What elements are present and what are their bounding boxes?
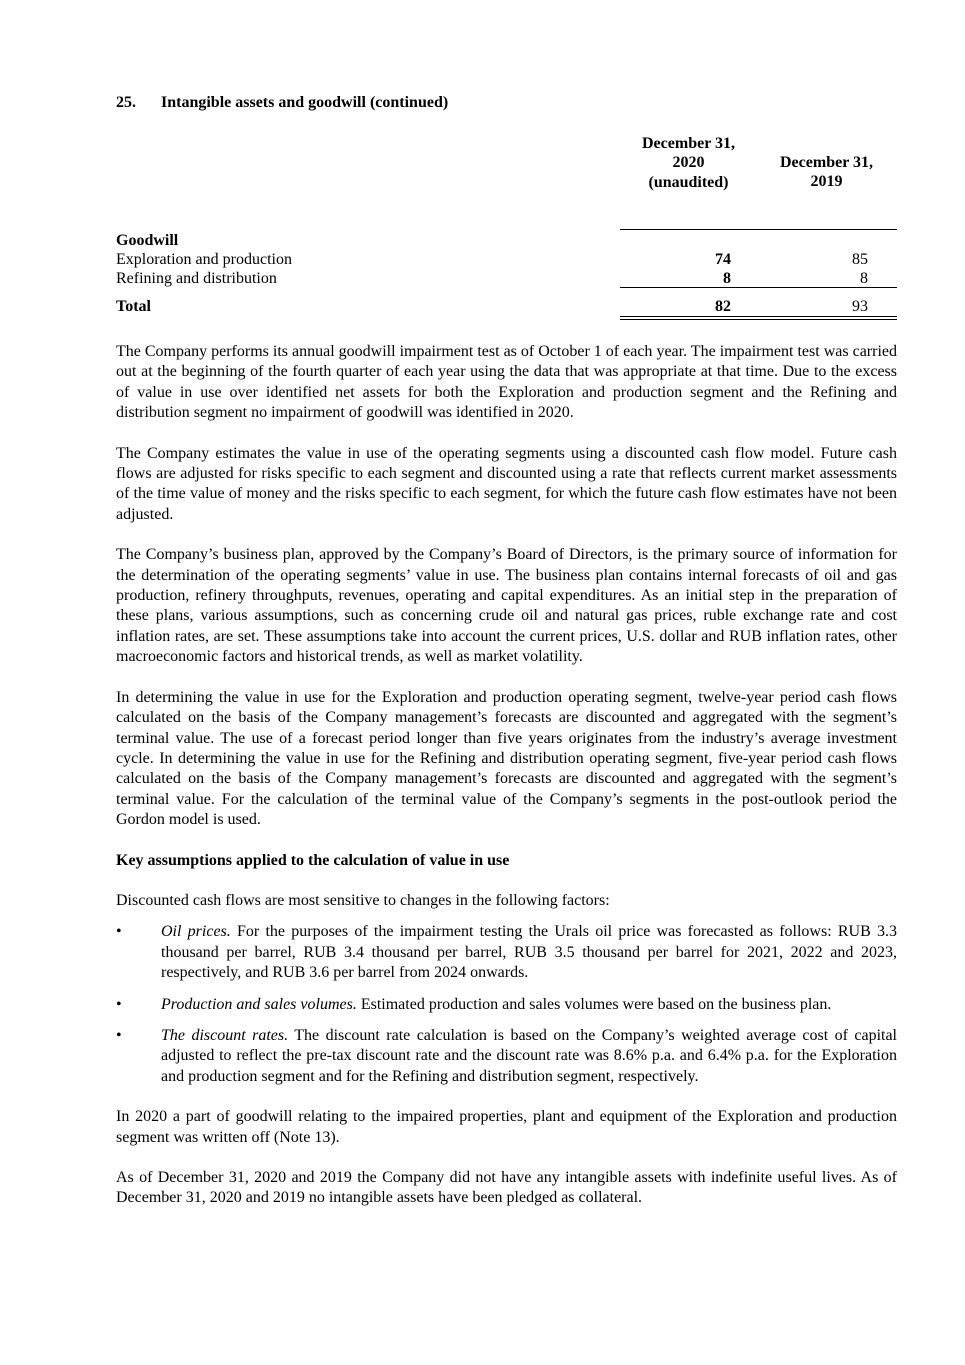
section-heading	[116, 93, 897, 113]
list-item-text: The discount rate calculation is based on the Company’s weighted average cost of capital adjusted to reflect the pre-tax discount rate and the discount rate was 8.6% p.a. and 6.4% p.a. for the Exploration and production segment and for the Refining and distribution segment, respectively.	[161, 1026, 898, 1085]
row-value-2019: 85	[852, 251, 868, 268]
row-value-2020: 8	[723, 270, 731, 287]
subtotal-rule	[620, 287, 897, 288]
paragraph-forecast-periods: In determining the value in use for the Exploration and production operating segment, twelve-year period cash flows calculated on the basis of the Company management’s forecasts are discounted and aggregated with the segment’s terminal value. The use of a forecast period longer than five years originates from the industry’s average investment cycle. In determining the value in use for the Refining and distribution operating segment, five-year period cash flows calculated on the basis of the Company management’s forecasts are discounted and aggregated with the segment’s terminal value. For the calculation of the terminal value of the Company’s segments in the post-outlook period the Gordon model is used.	[116, 688, 897, 829]
total-double-rule-top	[620, 316, 897, 317]
paragraph-goodwill-written-off: In 2020 a part of goodwill relating to the impaired properties, plant and equipment of the Exploration and production segment was written off (Note 13).	[116, 1108, 897, 1146]
paragraph-value-in-use: The Company estimates the value in use of the operating segments using a discounted cash flow model. Future cash flows are adjusted for risks specific to each segment and discounted using a rate that reflects current market assessments of the time value of money and the risks specific to each segment, for which the future cash flow estimates have not been adjusted.	[116, 444, 897, 523]
row-value-2020: 74	[715, 251, 731, 268]
row-label: Exploration and production	[116, 251, 292, 268]
row-label: Refining and distribution	[116, 270, 277, 287]
column-header-2019-line1: December 31,	[780, 154, 873, 171]
list-item-term: Production and sales volumes.	[161, 995, 357, 1013]
total-label: Total	[116, 298, 151, 315]
document-page	[116, 93, 897, 1209]
group-label: Goodwill	[116, 232, 179, 249]
goodwill-table	[116, 134, 897, 315]
total-value-2020: 82	[715, 298, 731, 315]
header-rule	[620, 229, 897, 230]
list-item-text: Estimated production and sales volumes were based on the business plan.	[356, 995, 832, 1013]
paragraph-indefinite-lives: As of December 31, 2020 and 2019 the Company did not have any intangible assets with indefinite useful lives. As of December 31, 2020 and 2019 no intangible assets have been pledged as collateral.	[116, 1169, 897, 1207]
total-double-rule-bottom	[620, 319, 897, 320]
table-row	[116, 269, 897, 289]
column-header-2020-line1: December 31,	[642, 135, 735, 152]
paragraph-impairment-test: The Company performs its annual goodwill impairment test as of October 1 of each year. The impairment test was carried out at the beginning of the fourth quarter of each year using the data that was appropriate at that time. Due to the excess of value in use over identified net assets for both the Exploration and production segment and the Refining and distribution segment no impairment of goodwill was identified in 2020.	[116, 343, 897, 422]
list-item-term: Oil prices.	[161, 923, 231, 941]
bullet-icon: •	[116, 1026, 122, 1044]
bullet-icon: •	[116, 995, 122, 1013]
section-number: 25.	[116, 94, 136, 111]
paragraph-business-plan: The Company’s business plan, approved by the Company’s Board of Directors, is the primary source of information for the determination of the operating segments’ value in use. The business plan contains internal forecasts of oil and gas production, refinery throughputs, revenues, operating and capital expenditures. As an initial step in the preparation of these plans, various assumptions, such as concerning crude oil and natural gas prices, ruble exchange rate and cost inflation rates, are set. These assumptions take into account the current prices, U.S. dollar and RUB inflation rates, other macroeconomic factors and historical trends, as well as market volatility.	[116, 546, 897, 666]
bullet-icon: •	[116, 923, 122, 941]
total-value-2019: 93	[852, 298, 868, 315]
list-item-production-volumes	[116, 995, 897, 1015]
paragraph-sensitivity-intro: Discounted cash flows are most sensitive to changes in the following factors:	[116, 891, 610, 909]
subheading-key-assumptions: Key assumptions applied to the calculation of value in use	[116, 851, 510, 869]
list-item-discount-rates	[116, 1026, 897, 1087]
key-assumptions-list	[116, 922, 897, 1087]
list-item-text: For the purposes of the impairment testing the Urals oil price was forecasted as follows: RUB 3.3 thousand per barrel, RUB 3.4 thousand per barrel, RUB 3.5 thousand per barrel for 2021, 2022 and 2023, respectively, and RUB 3.6 per barrel from 2024 onwards.	[161, 923, 898, 982]
column-header-2020	[620, 134, 757, 192]
column-header-2020-line2: 2020	[672, 154, 705, 172]
list-item-term: The discount rates.	[161, 1026, 289, 1044]
column-header-2019-line2: 2019	[810, 173, 843, 191]
table-total-row	[116, 297, 897, 317]
section-title: Intangible assets and goodwill (continued)	[161, 94, 449, 111]
table-group-row	[116, 231, 897, 251]
column-header-2019	[756, 153, 897, 192]
table-row	[116, 250, 897, 270]
row-value-2019: 8	[860, 270, 868, 287]
column-header-2020-line3: (unaudited)	[648, 173, 729, 191]
list-item-oil-prices	[116, 922, 897, 983]
